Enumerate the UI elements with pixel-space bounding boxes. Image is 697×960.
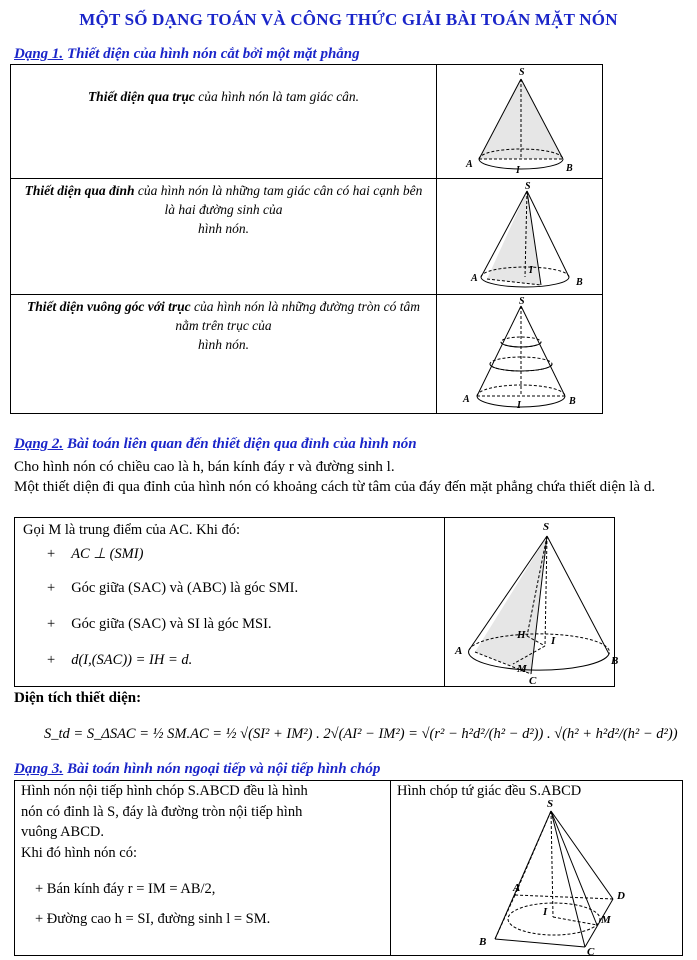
dang3-heading — [14, 761, 380, 778]
dang2-bullet-2: + Góc giữa (SAC) và (ABC) là góc SMI. — [47, 580, 299, 596]
fig1-label-b: B — [566, 163, 573, 174]
dang1-row3-bold: Thiết diện vuông góc với trục — [27, 299, 191, 314]
dang3-height: + Đường cao h = SI, đường sinh l = SM. — [35, 911, 271, 927]
dang1-row1-bold: Thiết diện qua trục — [87, 89, 195, 104]
dang3-line-1: Hình nón nội tiếp hình chóp S.ABCD đều là hình — [21, 783, 308, 799]
dang1-label: Dạng 1. — [14, 46, 64, 62]
dang1-table — [10, 64, 603, 414]
dang1-row2-bold: Thiết diện qua đỉnh — [24, 183, 135, 198]
dang1-heading-text: Thiết diện của hình nón cắt bởi một mặt phẳng — [66, 46, 360, 62]
fig3-label-s: S — [519, 296, 525, 307]
dang1-row2-rest: của hình nón là những tam giác cân có hai cạnh bên là hai đường sinh của — [134, 183, 423, 217]
area-formula-text: S_td = S_ΔSAC = ½ SM.AC = ½ √(SI² + IM²) . 2√(AI² − IM²) = √(r² − h²d²/(h² − d²)) . √(h² + h²d²/(h² − d²)) — [44, 726, 678, 742]
fig1-label-s: S — [519, 67, 525, 78]
dang3-line-3: vuông ABCD. — [21, 824, 104, 840]
dang2-bullet-1: + AC ⊥ (SMI) — [47, 546, 144, 562]
fig1-label-a: A — [466, 159, 473, 170]
dang1-heading — [14, 46, 360, 63]
fig3-label-i: I — [517, 400, 521, 411]
dang3-label: Dạng 3. — [14, 761, 64, 777]
fig5-label-a: A — [513, 882, 521, 894]
page-title: MỘT SỐ DẠNG TOÁN VÀ CÔNG THỨC GIẢI BÀI TOÁN MẶT NÓN — [79, 10, 618, 29]
dang2-p2: Một thiết diện đi qua đỉnh của hình nón có khoảng cách từ tâm của đáy đến mặt phẳng chứa thiết diện là d. — [14, 479, 656, 495]
dang2-bullet-4-text: d(I,(SAC)) = IH = d. — [71, 652, 193, 668]
fig3-label-a: A — [463, 394, 470, 405]
fig4-label-s: S — [543, 521, 550, 533]
dang3-radius: + Bán kính đáy r = IM = AB/2, — [35, 881, 216, 897]
dang1-row2-end: hình nón. — [197, 221, 249, 236]
dang2-heading — [14, 436, 417, 453]
fig5-label-s: S — [547, 798, 554, 810]
dang2-box — [14, 517, 619, 687]
fig5-label-c: C — [587, 946, 595, 958]
dang3-line-4: Khi đó hình nón có: — [21, 844, 137, 861]
fig2-label-i: I — [529, 265, 533, 276]
dang2-bullet-3: + Góc giữa (SAC) và SI là góc MSI. — [47, 616, 272, 632]
fig2-label-b: B — [576, 277, 583, 288]
area-formula — [44, 712, 684, 760]
dang2-bullet-3-text: Góc giữa (SAC) và SI là góc MSI. — [71, 616, 272, 632]
dang2-heading-text: Bài toán liên quan đến thiết diện qua đỉnh của hình nón — [66, 436, 417, 452]
fig5-label-i: I — [543, 906, 548, 918]
pyramid-inscribed-cone-figure — [455, 798, 655, 958]
dang2-p1: Cho hình nón có chiều cao là h, bán kính đáy r và đường sinh l. — [14, 459, 395, 475]
dang1-row3-text — [19, 297, 428, 354]
dang2-area-label: Diện tích thiết diện: — [14, 690, 142, 706]
fig3-label-b: B — [569, 396, 576, 407]
dang2-bullet-2-text: Góc giữa (SAC) và (ABC) là góc SMI. — [71, 580, 299, 596]
fig5-label-m: M — [601, 914, 611, 926]
dang1-row3-end: hình nón. — [197, 337, 249, 352]
dang3-heading-text: Bài toán hình nón ngoại tiếp và nội tiếp hình chóp — [66, 761, 381, 777]
fig2-label-a: A — [471, 273, 478, 284]
fig5-label-d: D — [617, 890, 625, 902]
fig4-label-m: M — [517, 663, 527, 675]
fig4-label-a: A — [455, 645, 463, 657]
dang2-label: Dạng 2. — [14, 436, 64, 452]
fig4-label-h: H — [517, 629, 526, 641]
fig1-label-i: I — [516, 165, 520, 176]
dang2-bullet-4: + d(I,(SAC)) = IH = d. — [47, 652, 193, 668]
fig4-label-i: I — [551, 635, 556, 647]
dang1-row3-rest: của hình nón là những đường tròn có tâm nằm trên trục của — [175, 299, 420, 333]
dang2-box-intro: Gọi M là trung điểm của AC. Khi đó: — [23, 522, 241, 538]
dang3-line-2: nón có đỉnh là S, đáy là đường tròn nội tiếp hình — [21, 803, 303, 820]
fig2-label-s: S — [525, 181, 531, 192]
cone-apex-section-figure — [441, 181, 601, 293]
cone-perpendicular-section-figure — [441, 296, 601, 414]
fig4-label-c: C — [529, 675, 537, 687]
dang1-row2-text — [19, 181, 428, 238]
dang1-row1-text — [11, 87, 436, 106]
dang2-bullet-1-text: AC ⊥ (SMI) — [71, 546, 144, 562]
dang3-left-text — [21, 781, 385, 863]
fig4-label-b: B — [611, 655, 619, 667]
fig5-label-b: B — [479, 936, 487, 948]
cone-axial-section-figure — [441, 67, 601, 177]
dang1-row1-rest: của hình nón là tam giác cân. — [194, 89, 360, 104]
cone-sac-section-figure — [447, 518, 619, 687]
dang3-table — [14, 780, 683, 956]
dang3-right-title: Hình chóp tứ giác đều S.ABCD — [397, 783, 582, 799]
